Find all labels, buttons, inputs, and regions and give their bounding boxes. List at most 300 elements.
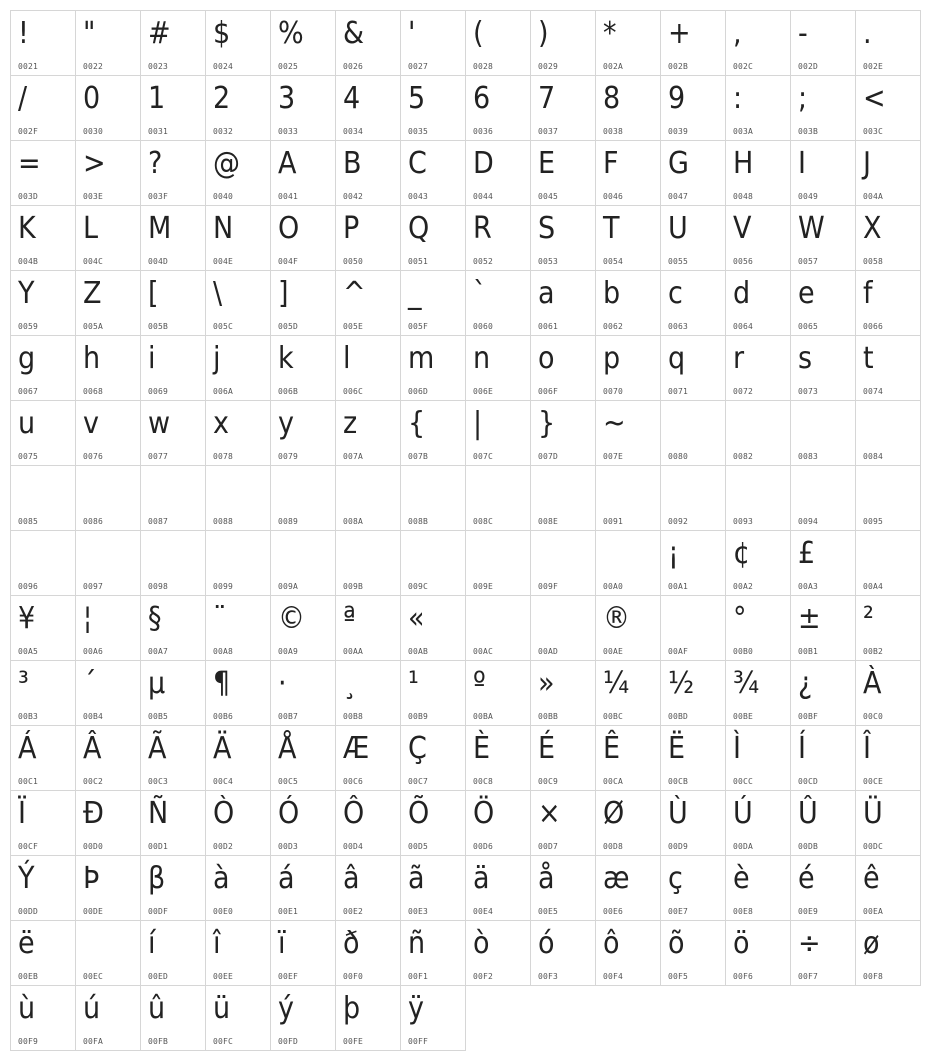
glyph-cell [791, 271, 856, 336]
glyph-codepoint-label: 00E9 [798, 907, 819, 916]
glyph-codepoint-label: 005B [148, 322, 169, 331]
glyph-codepoint-label: 0083 [798, 452, 819, 461]
glyph-cell [336, 206, 401, 271]
glyph-cell [856, 466, 921, 531]
glyph-cell [11, 206, 76, 271]
glyph-codepoint-label: 0076 [83, 452, 104, 461]
glyph-character: l [343, 341, 351, 376]
glyph-character: v [83, 406, 99, 441]
glyph-character: é [798, 861, 815, 896]
glyph-codepoint-label: 00F3 [538, 972, 559, 981]
glyph-codepoint-label: 0086 [83, 517, 104, 526]
glyph-codepoint-label: 0038 [603, 127, 624, 136]
glyph-character: { [408, 406, 426, 441]
glyph-cell [206, 271, 271, 336]
glyph-codepoint-label: 00E8 [733, 907, 754, 916]
glyph-cell [791, 11, 856, 76]
glyph-codepoint-label: 00DC [863, 842, 884, 851]
glyph-codepoint-label: 00DB [798, 842, 819, 851]
glyph-cell [466, 141, 531, 206]
glyph-cell [726, 661, 791, 726]
glyph-cell [856, 401, 921, 466]
glyph-codepoint-label: 00CC [733, 777, 754, 786]
glyph-codepoint-label: 0067 [18, 387, 39, 396]
glyph-character: W [798, 211, 825, 246]
glyph-codepoint-label: 00C6 [343, 777, 364, 786]
glyph-cell [596, 11, 661, 76]
glyph-cell [856, 661, 921, 726]
glyph-character: h [83, 341, 101, 376]
glyph-cell [791, 661, 856, 726]
glyph-codepoint-label: 008B [408, 517, 429, 526]
glyph-cell [11, 76, 76, 141]
glyph-cell [531, 401, 596, 466]
glyph-codepoint-label: 00FB [148, 1037, 169, 1046]
glyph-character: / [18, 81, 28, 116]
glyph-codepoint-label: 00BF [798, 712, 819, 721]
glyph-cell [466, 531, 531, 596]
glyph-cell [401, 596, 466, 661]
glyph-character: ? [148, 146, 163, 181]
glyph-cell [596, 661, 661, 726]
glyph-character: Ç [408, 731, 427, 766]
glyph-cell [661, 206, 726, 271]
glyph-codepoint-label: 00B0 [733, 647, 754, 656]
glyph-codepoint-label: 0050 [343, 257, 364, 266]
glyph-codepoint-label: 007D [538, 452, 559, 461]
glyph-character: O [278, 211, 300, 246]
glyph-cell [531, 791, 596, 856]
glyph-cell [726, 401, 791, 466]
glyph-codepoint-label: 006A [213, 387, 234, 396]
glyph-cell [206, 791, 271, 856]
glyph-codepoint-label: 00B3 [18, 712, 39, 721]
glyph-codepoint-label: 00D4 [343, 842, 364, 851]
glyph-codepoint-label: 00B5 [148, 712, 169, 721]
glyph-cell [11, 726, 76, 791]
glyph-codepoint-label: 0054 [603, 257, 624, 266]
glyph-character: _ [408, 276, 422, 311]
glyph-codepoint-label: 00B1 [798, 647, 819, 656]
glyph-character: Í [798, 731, 806, 766]
glyph-character: > [83, 146, 106, 181]
glyph-codepoint-label: 0084 [863, 452, 884, 461]
glyph-codepoint-label: 0098 [148, 582, 169, 591]
glyph-codepoint-label: 00BB [538, 712, 559, 721]
glyph-cell [661, 401, 726, 466]
glyph-character: i [148, 341, 156, 376]
glyph-cell [401, 141, 466, 206]
glyph-cell [76, 141, 141, 206]
glyph-cell [596, 726, 661, 791]
glyph-codepoint-label: 00F1 [408, 972, 429, 981]
glyph-codepoint-label: 005D [278, 322, 299, 331]
glyph-character: c [668, 276, 683, 311]
glyph-cell [661, 596, 726, 661]
glyph-cell [271, 726, 336, 791]
glyph-codepoint-label: 00E7 [668, 907, 689, 916]
glyph-codepoint-label: 0032 [213, 127, 234, 136]
glyph-character: 2 [213, 81, 231, 116]
glyph-character: J [863, 146, 871, 181]
glyph-cell [271, 791, 336, 856]
glyph-codepoint-label: 00E4 [473, 907, 494, 916]
glyph-codepoint-label: 00E6 [603, 907, 624, 916]
glyph-codepoint-label: 002C [733, 62, 754, 71]
glyph-codepoint-label: 00F5 [668, 972, 689, 981]
glyph-cell [271, 856, 336, 921]
glyph-character: ö [733, 926, 750, 961]
glyph-character: × [538, 796, 561, 831]
glyph-cell [531, 466, 596, 531]
glyph-character: z [343, 406, 358, 441]
glyph-codepoint-label: 0041 [278, 192, 299, 201]
glyph-codepoint-label: 00FC [213, 1037, 234, 1046]
glyph-codepoint-label: 005C [213, 322, 234, 331]
glyph-cell [336, 986, 401, 1051]
glyph-character: µ [148, 666, 166, 701]
glyph-cell [11, 336, 76, 401]
glyph-character: Ù [668, 796, 688, 831]
glyph-codepoint-label: 0029 [538, 62, 559, 71]
glyph-cell [856, 531, 921, 596]
glyph-character: ' [408, 16, 416, 51]
glyph-character: L [83, 211, 99, 246]
glyph-character: Ê [603, 731, 621, 766]
glyph-cell [271, 336, 336, 401]
glyph-character: ÷ [798, 926, 821, 961]
glyph-cell [76, 661, 141, 726]
glyph-cell [531, 76, 596, 141]
glyph-cell [76, 76, 141, 141]
glyph-cell [141, 921, 206, 986]
glyph-character: K [18, 211, 36, 246]
glyph-character: ¡ [668, 536, 679, 571]
glyph-cell [11, 271, 76, 336]
glyph-cell [271, 986, 336, 1051]
glyph-codepoint-label: 00EE [213, 972, 234, 981]
glyph-codepoint-label: 0028 [473, 62, 494, 71]
glyph-character: ¢ [733, 536, 751, 571]
glyph-character: þ [343, 991, 361, 1026]
glyph-codepoint-label: 00A2 [733, 582, 754, 591]
glyph-cell [141, 791, 206, 856]
glyph-codepoint-label: 0057 [798, 257, 819, 266]
glyph-character: \ [213, 276, 223, 311]
glyph-codepoint-label: 00A3 [798, 582, 819, 591]
glyph-codepoint-label: 0061 [538, 322, 559, 331]
glyph-codepoint-label: 00EC [83, 972, 104, 981]
glyph-cell [271, 141, 336, 206]
glyph-character: u [18, 406, 36, 441]
glyph-cell [401, 401, 466, 466]
glyph-cell [791, 531, 856, 596]
glyph-codepoint-label: 00A6 [83, 647, 104, 656]
glyph-cell [76, 596, 141, 661]
glyph-codepoint-label: 0048 [733, 192, 754, 201]
glyph-cell [401, 531, 466, 596]
glyph-character: ü [213, 991, 231, 1026]
glyph-codepoint-label: 008C [473, 517, 494, 526]
glyph-cell [726, 596, 791, 661]
glyph-character: Ì [733, 731, 741, 766]
glyph-codepoint-label: 0089 [278, 517, 299, 526]
glyph-cell [791, 856, 856, 921]
glyph-character: ä [473, 861, 490, 896]
glyph-codepoint-label: 0021 [18, 62, 39, 71]
glyph-codepoint-label: 00B7 [278, 712, 299, 721]
glyph-cell [271, 11, 336, 76]
glyph-character: r [733, 341, 745, 376]
glyph-codepoint-label: 00F8 [863, 972, 884, 981]
glyph-codepoint-label: 00BE [733, 712, 754, 721]
glyph-codepoint-label: 0082 [733, 452, 754, 461]
glyph-cell [206, 11, 271, 76]
glyph-cell [336, 141, 401, 206]
glyph-cell [596, 141, 661, 206]
glyph-character: ² [863, 601, 874, 636]
glyph-codepoint-label: 00B4 [83, 712, 104, 721]
glyph-cell [856, 271, 921, 336]
glyph-codepoint-label: 0049 [798, 192, 819, 201]
glyph-codepoint-label: 00D0 [83, 842, 104, 851]
glyph-character: è [733, 861, 750, 896]
glyph-cell [271, 76, 336, 141]
glyph-codepoint-label: 00F6 [733, 972, 754, 981]
glyph-codepoint-label: 002D [798, 62, 819, 71]
glyph-codepoint-label: 00FA [83, 1037, 104, 1046]
glyph-codepoint-label: 00CD [798, 777, 819, 786]
glyph-cell [401, 336, 466, 401]
glyph-cell [726, 141, 791, 206]
glyph-codepoint-label: 009E [473, 582, 494, 591]
glyph-cell [141, 726, 206, 791]
glyph-cell [271, 466, 336, 531]
glyph-cell [596, 856, 661, 921]
glyph-character: . [863, 16, 872, 51]
glyph-character: V [733, 211, 752, 246]
glyph-cell [206, 141, 271, 206]
glyph-character: ¥ [18, 601, 36, 636]
glyph-codepoint-label: 0094 [798, 517, 819, 526]
glyph-codepoint-label: 0043 [408, 192, 429, 201]
glyph-codepoint-label: 0039 [668, 127, 689, 136]
glyph-codepoint-label: 0065 [798, 322, 819, 331]
glyph-codepoint-label: 009B [343, 582, 364, 591]
glyph-cell [336, 856, 401, 921]
glyph-codepoint-label: 0046 [603, 192, 624, 201]
glyph-codepoint-label: 00C4 [213, 777, 234, 786]
glyph-cell [466, 726, 531, 791]
glyph-character: 4 [343, 81, 361, 116]
glyph-codepoint-label: 002A [603, 62, 624, 71]
glyph-character: 7 [538, 81, 556, 116]
glyph-character: t [863, 341, 874, 376]
glyph-cell [401, 661, 466, 726]
glyph-character: Þ [83, 861, 100, 896]
glyph-cell [336, 726, 401, 791]
glyph-codepoint-label: 00F7 [798, 972, 819, 981]
glyph-cell [856, 336, 921, 401]
glyph-character: = [18, 146, 41, 181]
glyph-codepoint-label: 00D2 [213, 842, 234, 851]
glyph-codepoint-label: 00CF [18, 842, 39, 851]
glyph-codepoint-label: 0024 [213, 62, 234, 71]
glyph-cell [206, 986, 271, 1051]
glyph-cell [596, 206, 661, 271]
glyph-codepoint-label: 0042 [343, 192, 364, 201]
glyph-cell [76, 11, 141, 76]
glyph-cell [531, 596, 596, 661]
glyph-codepoint-label: 00F2 [473, 972, 494, 981]
glyph-cell [206, 661, 271, 726]
glyph-character: º [473, 666, 486, 701]
glyph-codepoint-label: 0030 [83, 127, 104, 136]
glyph-character: ó [538, 926, 555, 961]
glyph-cell [726, 856, 791, 921]
glyph-cell [76, 791, 141, 856]
glyph-character: < [863, 81, 886, 116]
glyph-cell [661, 11, 726, 76]
glyph-character: Î [863, 731, 871, 766]
glyph-cell [336, 76, 401, 141]
glyph-codepoint-label: 00A8 [213, 647, 234, 656]
glyph-character: g [18, 341, 36, 376]
glyph-character: 9 [668, 81, 686, 116]
glyph-character: + [668, 16, 691, 51]
glyph-codepoint-label: 0074 [863, 387, 884, 396]
glyph-cell [726, 76, 791, 141]
glyph-character: Â [83, 731, 102, 766]
glyph-character: m [408, 341, 435, 376]
glyph-codepoint-label: 00D5 [408, 842, 429, 851]
glyph-cell [141, 596, 206, 661]
glyph-cell [336, 466, 401, 531]
glyph-codepoint-label: 00C0 [863, 712, 884, 721]
glyph-codepoint-label: 003B [798, 127, 819, 136]
glyph-codepoint-label: 004D [148, 257, 169, 266]
glyph-character: | [473, 406, 483, 441]
glyph-character: C [408, 146, 427, 181]
glyph-character: Ô [343, 796, 365, 831]
glyph-codepoint-label: 00C7 [408, 777, 429, 786]
glyph-codepoint-label: 006F [538, 387, 559, 396]
glyph-codepoint-label: 00CB [668, 777, 689, 786]
glyph-cell [401, 921, 466, 986]
glyph-codepoint-label: 0025 [278, 62, 299, 71]
glyph-cell [401, 466, 466, 531]
glyph-character: Ñ [148, 796, 169, 831]
glyph-codepoint-label: 0092 [668, 517, 689, 526]
glyph-character: Z [83, 276, 102, 311]
glyph-character: £ [798, 536, 816, 571]
glyph-cell [596, 596, 661, 661]
glyph-codepoint-label: 0026 [343, 62, 364, 71]
glyph-cell [596, 466, 661, 531]
glyph-cell [401, 791, 466, 856]
glyph-codepoint-label: 00D7 [538, 842, 559, 851]
glyph-cell [661, 791, 726, 856]
glyph-cell [791, 336, 856, 401]
glyph-codepoint-label: 0088 [213, 517, 234, 526]
glyph-cell [11, 791, 76, 856]
glyph-codepoint-label: 0063 [668, 322, 689, 331]
glyph-character: T [603, 211, 620, 246]
glyph-character: M [148, 211, 172, 246]
glyph-character: y [278, 406, 294, 441]
glyph-character: Ä [213, 731, 232, 766]
glyph-cell [11, 661, 76, 726]
glyph-character: * [603, 16, 617, 51]
glyph-cell [466, 596, 531, 661]
glyph-character: D [473, 146, 494, 181]
glyph-cell [76, 206, 141, 271]
glyph-character: ª [343, 601, 356, 636]
glyph-character: ® [603, 601, 630, 636]
glyph-character: X [863, 211, 882, 246]
glyph-cell [466, 661, 531, 726]
glyph-cell [11, 921, 76, 986]
glyph-cell [76, 271, 141, 336]
glyph-codepoint-label: 009F [538, 582, 559, 591]
glyph-cell [271, 401, 336, 466]
glyph-character: ! [18, 16, 29, 51]
glyph-codepoint-label: 003D [18, 192, 39, 201]
glyph-character: ± [798, 601, 821, 636]
glyph-cell [726, 336, 791, 401]
glyph-cell [791, 791, 856, 856]
glyph-character: Ï [18, 796, 26, 831]
glyph-character: d [733, 276, 751, 311]
glyph-codepoint-label: 00C5 [278, 777, 299, 786]
glyph-cell [141, 76, 206, 141]
glyph-cell [596, 401, 661, 466]
glyph-cell [856, 726, 921, 791]
glyph-character: ¶ [213, 666, 231, 701]
glyph-character: æ [603, 861, 630, 896]
glyph-character: 1 [148, 81, 166, 116]
glyph-codepoint-label: 00EA [863, 907, 884, 916]
glyph-codepoint-label: 00C3 [148, 777, 169, 786]
glyph-codepoint-label: 0059 [18, 322, 39, 331]
glyph-cell [11, 141, 76, 206]
glyph-cell [206, 531, 271, 596]
glyph-character: & [343, 16, 365, 51]
glyph-codepoint-label: 00D8 [603, 842, 624, 851]
glyph-cell [661, 466, 726, 531]
glyph-codepoint-label: 00AF [668, 647, 689, 656]
glyph-codepoint-label: 0097 [83, 582, 104, 591]
glyph-cell [11, 466, 76, 531]
glyph-cell [76, 986, 141, 1051]
glyph-character: s [798, 341, 813, 376]
glyph-character: Á [18, 731, 37, 766]
glyph-codepoint-label: 002E [863, 62, 884, 71]
glyph-cell [531, 921, 596, 986]
glyph-codepoint-label: 00DA [733, 842, 754, 851]
glyph-codepoint-label: 005A [83, 322, 104, 331]
glyph-cell [141, 531, 206, 596]
glyph-cell [466, 466, 531, 531]
glyph-cell [206, 726, 271, 791]
glyph-codepoint-label: 00A4 [863, 582, 884, 591]
glyph-codepoint-label: 0069 [148, 387, 169, 396]
glyph-character: q [668, 341, 686, 376]
glyph-codepoint-label: 0052 [473, 257, 494, 266]
glyph-cell [401, 986, 466, 1051]
glyph-codepoint-label: 00C8 [473, 777, 494, 786]
glyph-cell [791, 726, 856, 791]
